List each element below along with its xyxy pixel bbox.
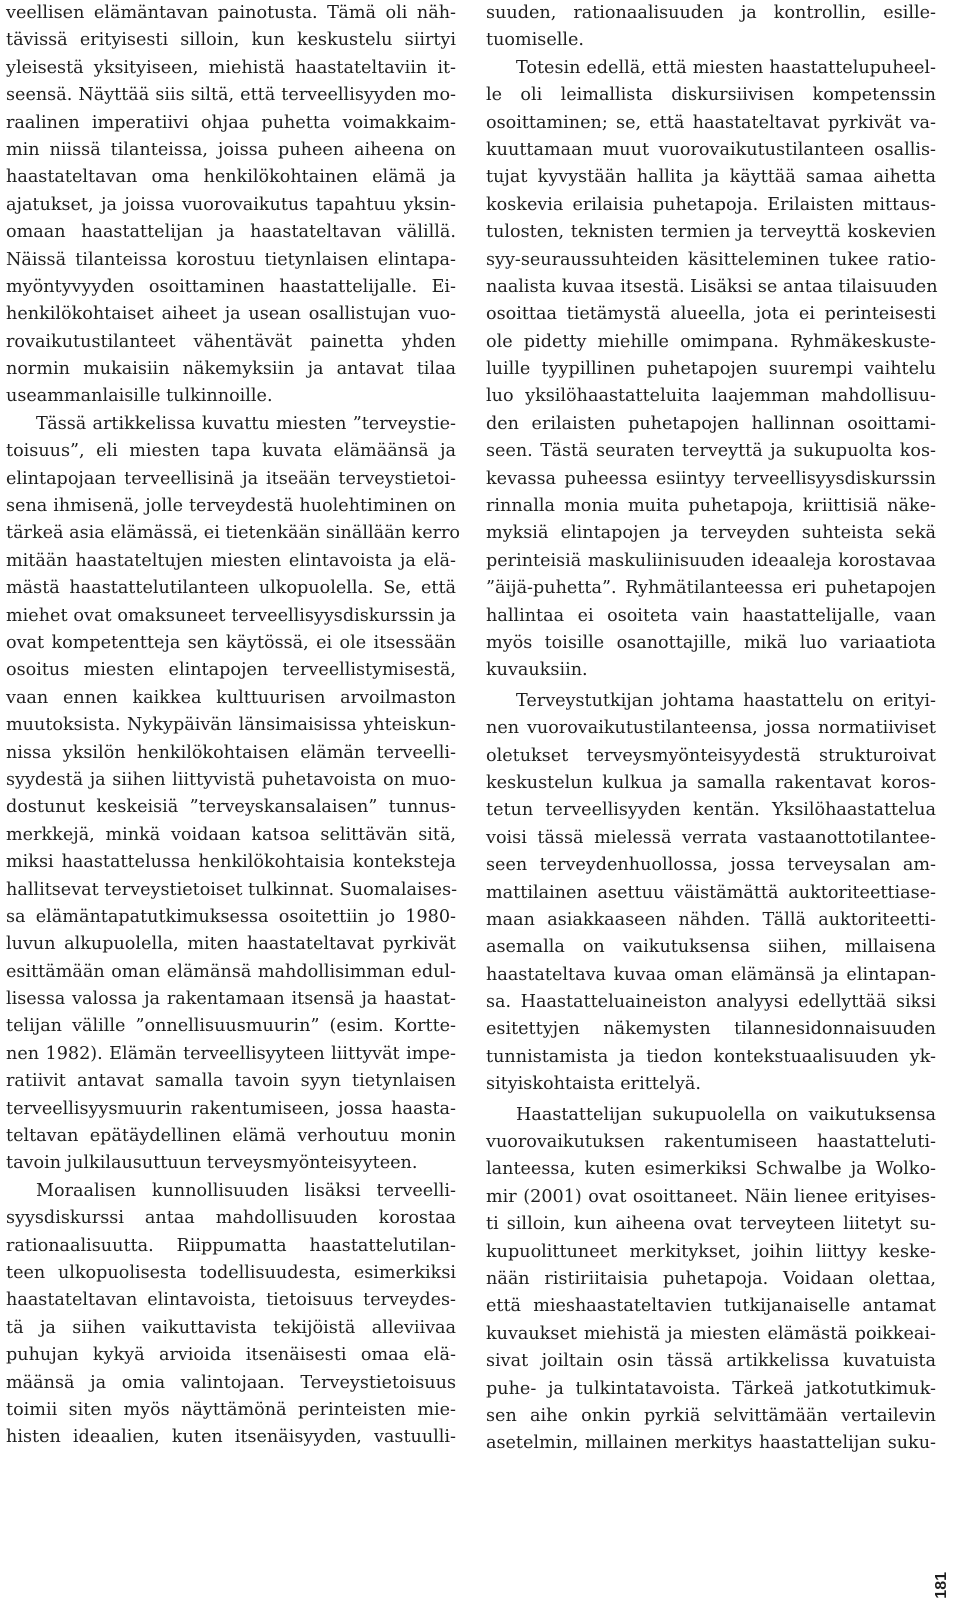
text-line: kuuttamaan muut vuorovaikutustilanteen osallis- — [486, 139, 936, 160]
text-line: ”äijä-puhetta”. Ryhmätilanteessa eri puhetapojen — [486, 578, 936, 599]
text-line: haastateltava kuvaa oman elämänsä ja elintapan- — [486, 964, 936, 985]
text-line: seen terveydenhuollossa, jossa terveysalan am- — [486, 855, 936, 876]
text-line: yleisestä yksityiseen, miehistä haastateltaviin it- — [6, 57, 456, 78]
text-line: veellisen elämäntavan painotusta. Tämä oli näh- — [6, 3, 456, 23]
text-line: tä ja siihen vaikuttavista tekijöistä alleviivaa — [6, 1317, 456, 1338]
text-line: min niissä tilanteissa, joissa puheen aiheena on — [6, 139, 456, 160]
text-line: lanteessa, kuten esimerkiksi Schwalbe ja Wolko- — [486, 1159, 936, 1180]
text-line: le oli leimallista diskursiivisen kompetenssin — [486, 85, 936, 106]
text-line: tulosten, teknisten termien ja terveyttä koskevien — [486, 222, 936, 243]
text-line: vuorovaikutuksen rakentumiseen haastatteluti- — [486, 1132, 936, 1153]
text-line: rovaikutustilanteet vähentävät painetta yhden — [6, 331, 456, 352]
text-line: rinnalla monia muita puhetapoja, kriittisiä näke- — [486, 496, 936, 517]
text-line: sena ihmisenä, jolle terveydestä huolehtiminen on — [6, 496, 456, 517]
text-line: tujat kyvystään hallita ja käyttää samaa aihetta — [486, 167, 936, 188]
text-line: nen vuorovaikutustilanteensa, jossa normatiiviset — [486, 718, 936, 739]
text-line: myöntyvyyden osoittaminen haastattelijalle. Ei- — [6, 276, 456, 297]
text-line: teltavan epätäydellinen elämä verhoutuu monin — [6, 1126, 456, 1147]
text-line: haastateltavan oma henkilökohtainen elämä ja — [6, 167, 456, 188]
text-line: kevassa puheessa esiintyy terveellisyysdiskurssin — [486, 468, 936, 489]
text-line: ti silloin, kun aiheena ovat terveyteen liitetyt su- — [486, 1214, 936, 1235]
text-line: asemalla on vaikutuksensa siihen, millaisena — [486, 937, 936, 958]
text-line: syydestä ja siihen liittyvistä puhetavoista on muo- — [6, 769, 456, 790]
text-line: vaan ennen kaikkea kulttuurisen arvoilmaston — [6, 687, 456, 708]
text-line: Näissä tilanteissa korostuu tietynlaisen elintapa- — [6, 249, 456, 270]
text-line: kuvauksiin. — [486, 660, 588, 681]
text-line: seensä. Näyttää siis siltä, että terveellisyyden mo- — [6, 85, 456, 106]
text-line: mattilainen asettuu väistämättä auktoriteettiase- — [486, 882, 936, 903]
text-line: tavoin julkilausuttuun terveysmyönteisyyteen. — [6, 1153, 418, 1174]
text-line: syysdiskurssi antaa mahdollisuuden korostaa — [6, 1208, 456, 1229]
text-line: Terveystutkijan johtama haastattelu on erityi- — [516, 690, 936, 711]
text-line: naalista kuvaa itsestä. Lisäksi se antaa tilaisuuden — [486, 276, 938, 297]
text-line: teen ulkopuolisesta todellisuudesta, esimerkiksi — [6, 1262, 456, 1283]
text-line: histen ideaalien, kuten itsenäisyyden, vastuulli- — [6, 1427, 456, 1448]
text-line: Totesin edellä, että miesten haastattelupuheel- — [516, 57, 936, 78]
text-line: sen aihe onkin pyrkiä selvittämään vertailevin — [486, 1405, 936, 1426]
text-line: haastateltavan elintavoista, tietoisuus terveydes- — [6, 1290, 456, 1311]
text-line: mir (2001) ovat osoittaneet. Näin lienee erityises- — [486, 1186, 936, 1207]
text-line: maan asiakkaaseen nähden. Tällä auktoriteetti- — [486, 909, 936, 930]
text-line: nen 1982). Elämän terveellisyyteen liittyvät impe- — [6, 1043, 456, 1064]
text-line: esitettyjen näkemysten tilannesidonnaisuuden — [486, 1019, 936, 1040]
text-line: tävissä erityisesti silloin, kun keskustelu siirtyi — [6, 30, 456, 51]
text-line: puhujan kykyä arvioida itsenäisesti omaa elä- — [6, 1345, 456, 1366]
text-line: tuomiselle. — [486, 30, 585, 51]
text-line: toimii siten myös näyttämönä perinteisten mie- — [6, 1399, 456, 1420]
right-text-column — [486, 0, 936, 1458]
text-line: esittämään oman elämänsä mahdollisimman edul- — [6, 961, 456, 982]
text-line: että mieshaastateltavien tutkijanaiselle antamat — [486, 1296, 936, 1317]
text-line: rationaalisuutta. Riippumatta haastattelutilan- — [6, 1235, 456, 1256]
text-line: myksiä elintapojen ja terveyden suhteista sekä — [486, 523, 936, 544]
text-line: tärkeä asia elämässä, ei tietenkään sinällään kerro — [6, 523, 461, 544]
text-line: miehet ovat omaksuneet terveellisyysdiskurssin ja — [6, 605, 456, 626]
text-line: useammanlaisille tulkinnoille. — [6, 386, 273, 407]
text-line: henkilökohtaiset aiheet ja usean osallistujan vuo- — [6, 304, 456, 325]
text-line: nissa yksilön henkilökohtaisen elämän terveelli- — [6, 742, 456, 763]
text-line: syy-seuraussuhteiden käsitteleminen tukee ratio- — [486, 249, 936, 270]
text-line: Moraalisen kunnollisuuden lisäksi terveelli- — [36, 1180, 456, 1201]
text-line: osoittaminen; se, että haastateltavat pyrkivät va- — [486, 112, 936, 133]
text-line: raalinen imperatiivi ohjaa puhetta voimakkaim- — [6, 112, 456, 133]
left-text-column — [6, 0, 461, 1452]
text-line: elintapojaan terveellisinä ja itseään terveystietoi- — [6, 468, 456, 489]
text-line: oletukset terveysmyönteisyydestä strukturoivat — [486, 745, 936, 766]
text-line: perinteisiä maskuliinisuuden ideaaleja korostavaa — [486, 550, 936, 571]
text-line: nään ristiriitaisia puhetapoja. Voidaan olettaa, — [486, 1268, 936, 1289]
text-line: myös toisille osanottajille, mikä luo variaatiota — [486, 632, 936, 653]
text-line: normin mukaisiin näkemyksiin ja antavat tilaa — [6, 359, 456, 380]
page-number: 181 — [933, 1572, 950, 1599]
text-line: lisessa valossa ja rakentamaan itsensä ja haastat- — [6, 989, 456, 1010]
text-line: sa. Haastatteluaineiston analyysi edellyttää siksi — [486, 992, 936, 1013]
text-line: luille tyypillinen puhetapojen suurempi vaihtelu — [486, 359, 936, 380]
text-line: dostunut keskeisiä ”terveyskansalaisen” tunnus- — [6, 797, 456, 818]
text-line: toisuus”, eli miesten tapa kuvata elämäänsä ja — [6, 441, 456, 462]
text-line: voisi tässä mielessä verrata vastaanottotilantee- — [486, 827, 936, 848]
text-line: luvun alkupuolella, miten haastateltavat pyrkivät — [6, 934, 456, 955]
text-line: omaan haastattelijan ja haastateltavan välillä. — [6, 222, 456, 243]
text-line: miksi haastattelussa henkilökohtaisia konteksteja — [6, 852, 456, 873]
text-line: koskevia erilaisia puhetapoja. Erilaisten mittaus- — [486, 194, 936, 215]
text-line: ajatukset, ja joissa vuorovaikutus tapahtuu yksin- — [6, 194, 456, 215]
text-line: telijan välille ”onnellisuusmuurin” (esim. Kortte- — [6, 1016, 456, 1037]
text-line: seen. Tästä seuraten terveyttä ja sukupuolta kos- — [486, 441, 936, 462]
text-line: luo yksilöhaastatteluita laajemman mahdollisuu- — [486, 386, 936, 407]
text-line: terveellisyysmuurin rakentumiseen, jossa haasta- — [6, 1098, 456, 1119]
text-line: suuden, rationaalisuuden ja kontrollin, esille- — [486, 3, 936, 23]
text-line: mitään haastateltujen miesten elintavoista ja elä- — [6, 550, 456, 571]
text-line: sityiskohtaista erittelyä. — [486, 1074, 701, 1095]
text-line: merkkejä, minkä voidaan katsoa selittävän sitä, — [6, 824, 456, 845]
text-line: den erilaisten puhetapojen hallinnan osoittami- — [486, 413, 936, 434]
text-line: ole pidetty miehille omimpana. Ryhmäkeskuste- — [486, 331, 936, 352]
text-line: puhe- ja tulkintatavoista. Tärkeä jatkotutkimuk- — [486, 1378, 936, 1399]
text-line: määnsä ja omia valintojaan. Terveystietoisuus — [6, 1372, 456, 1393]
text-line: hallitsevat terveystietoiset tulkinnat. Suomalaises- — [6, 879, 458, 900]
text-line: keskustelun kulkua ja samalla rakentavat koros- — [486, 772, 936, 793]
text-line: hallintaa ei osoiteta vain haastattelijalle, vaan — [486, 605, 936, 626]
text-line: osoitus miesten elintapojen terveellistymisestä, — [6, 660, 456, 681]
text-line: ovat kompetentteja sen käytössä, ei ole itsessään — [6, 632, 456, 653]
text-line: muutoksista. Nykypäivän länsimaisissa yhteiskun- — [6, 715, 456, 736]
text-line: kupuolittuneet merkitykset, joihin liittyy keske- — [486, 1241, 936, 1262]
text-line: asetelmin, millainen merkitys haastattelijan suku- — [486, 1433, 936, 1454]
text-line: tunnistamista ja tiedon kontekstuaalisuuden yk- — [486, 1046, 936, 1067]
text-line: mästä haastattelutilanteen ulkopuolella. Se, että — [6, 578, 456, 599]
text-line: tetun terveellisyyden kentän. Yksilöhaastattelua — [486, 800, 936, 821]
text-line: sa elämäntapatutkimuksessa osoitettiin jo 1980- — [6, 906, 456, 927]
text-line: Tässä artikkelissa kuvattu miesten ”terveystie- — [36, 413, 456, 434]
text-line: sivat joiltain osin tässä artikkelissa kuvatuista — [486, 1351, 936, 1372]
text-line: ratiivit antavat samalla tavoin syyn tietynlaisen — [6, 1071, 456, 1092]
text-line: kuvaukset miehistä ja miesten elämästä poikkeai- — [486, 1323, 936, 1344]
text-line: Haastattelijan sukupuolella on vaikutuksensa — [516, 1104, 936, 1125]
text-line: osoittaa tietämystä alueella, jota ei perinteisesti — [486, 304, 936, 325]
